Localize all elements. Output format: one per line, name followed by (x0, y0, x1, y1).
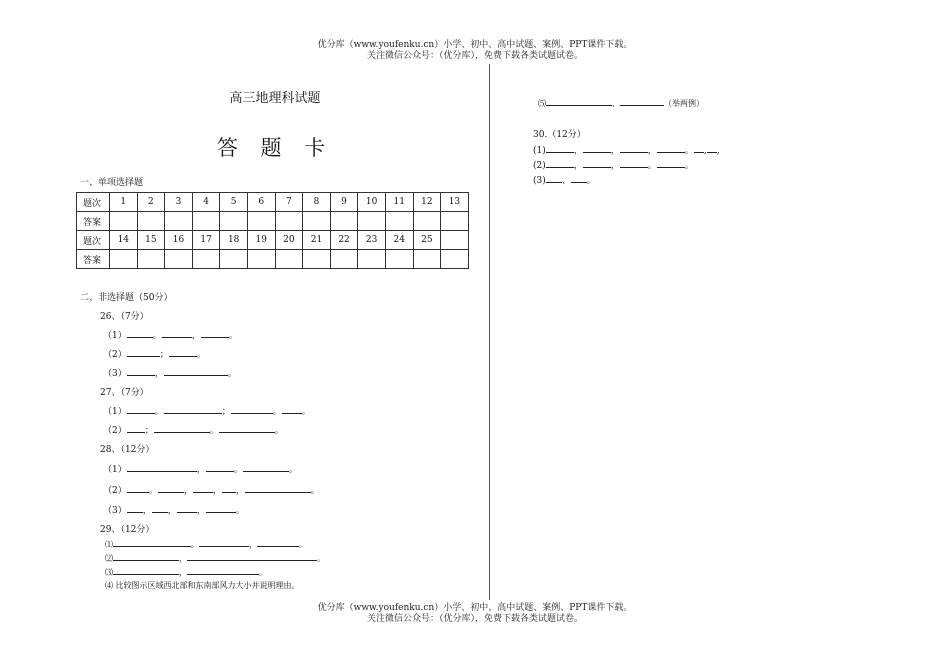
blank[interactable] (127, 348, 160, 357)
blank[interactable] (177, 504, 197, 513)
table-cell-number: 11 (385, 193, 413, 212)
q27-part1: （1） 。 ； 。 。 (103, 407, 311, 417)
footer-line-2: 关注微信公众号：（优分库），免费下载各类试题试卷。 (366, 614, 583, 624)
part-label: ⑴ (105, 540, 113, 549)
answer-cell[interactable] (441, 250, 469, 269)
table-cell-number: 12 (413, 193, 441, 212)
blank[interactable] (657, 144, 685, 153)
q5-note: （举两例） (664, 99, 704, 108)
answer-cell[interactable] (137, 250, 165, 269)
answer-cell[interactable] (275, 212, 303, 231)
q28-title: 28、（12分） (100, 445, 155, 455)
part-label: （3） (103, 506, 127, 516)
q26-part3: （3） ， 。 (103, 369, 237, 379)
blank[interactable] (193, 484, 213, 493)
part-label: (3) (533, 176, 546, 186)
answer-sheet-title: 答 题 卡 (216, 136, 334, 160)
answer-cell[interactable] (358, 212, 386, 231)
table-cell-label: 答案 (77, 250, 110, 269)
blank[interactable] (152, 504, 168, 513)
blank[interactable] (127, 504, 143, 513)
table-cell-number: 21 (303, 231, 331, 250)
blank[interactable] (127, 329, 153, 338)
table-cell-number: 15 (137, 231, 165, 250)
table-cell-number: 2 (137, 193, 165, 212)
blank[interactable] (219, 424, 275, 433)
q30-part3: (3) 、 。 (533, 176, 596, 186)
answer-cell[interactable] (110, 212, 138, 231)
blank[interactable] (583, 144, 611, 153)
answer-cell[interactable] (441, 212, 469, 231)
blank[interactable] (707, 144, 717, 153)
blank[interactable] (231, 405, 273, 414)
exam-title: 高三地理科试题 (229, 91, 321, 106)
table-cell-number: 1 (110, 193, 138, 212)
q26-part1: （1） 。 ， 。 (103, 331, 238, 341)
blank[interactable] (127, 405, 155, 414)
blank[interactable] (113, 538, 191, 547)
table-cell-number: 3 (165, 193, 193, 212)
part-label: （2） (103, 426, 127, 436)
blank[interactable] (583, 159, 611, 168)
q30-title: 30.（12分） (533, 130, 586, 140)
part-label: （1） (103, 331, 127, 341)
q27-title: 27、（7分） (100, 388, 149, 398)
q29-title: 29、（12分） (100, 525, 155, 535)
table-cell-number: 17 (192, 231, 220, 250)
answer-cell[interactable] (330, 212, 358, 231)
blank[interactable] (282, 405, 302, 414)
blank[interactable] (546, 97, 612, 106)
table-cell-number: 13 (441, 193, 469, 212)
table-cell-number: 18 (220, 231, 248, 250)
part-label: （1） (103, 407, 127, 417)
blank[interactable] (245, 484, 311, 493)
answer-cell[interactable] (247, 212, 275, 231)
q28-part2: （2） 。 ， ， ， 。 (103, 486, 320, 496)
blank[interactable] (164, 405, 222, 414)
answer-cell[interactable] (165, 212, 193, 231)
answer-cell[interactable] (192, 250, 220, 269)
blank[interactable] (127, 463, 197, 472)
table-cell-number (441, 231, 469, 250)
table-row-answers-2 (77, 250, 469, 269)
table-cell-number: 7 (275, 193, 303, 212)
blank[interactable] (657, 159, 685, 168)
blank[interactable] (206, 504, 236, 513)
answer-cell[interactable] (413, 212, 441, 231)
blank[interactable] (222, 484, 236, 493)
blank[interactable] (620, 97, 664, 106)
table-cell-number: 25 (413, 231, 441, 250)
answer-cell[interactable] (220, 212, 248, 231)
q29-part1: ⑴ 。 ， 。 (105, 540, 307, 549)
blank[interactable] (127, 367, 155, 376)
answer-cell[interactable] (330, 250, 358, 269)
blank[interactable] (187, 552, 317, 561)
table-cell-number: 14 (110, 231, 138, 250)
answer-cell[interactable] (385, 212, 413, 231)
blank[interactable] (113, 552, 179, 561)
q26-part2: （2） ； 。 (103, 350, 206, 360)
answer-cell[interactable] (192, 212, 220, 231)
q29-part3: ⑶ ， 。 (105, 568, 267, 577)
part-label: (2) (533, 161, 546, 171)
answer-cell[interactable] (413, 250, 441, 269)
blank[interactable] (243, 463, 289, 472)
q30-part1: (1) ， ， ， 。 , , (533, 146, 720, 156)
blank[interactable] (201, 329, 229, 338)
table-row-numbers-1 (77, 193, 469, 212)
table-row-answers-1 (77, 212, 469, 231)
table-cell-number: 5 (220, 193, 248, 212)
blank[interactable] (694, 144, 704, 153)
table-cell-number: 9 (330, 193, 358, 212)
section2-heading: 二、非选择题（50分） (80, 293, 173, 303)
blank[interactable] (158, 484, 184, 493)
blank[interactable] (113, 566, 179, 575)
blank[interactable] (169, 348, 197, 357)
table-cell-number: 10 (358, 193, 386, 212)
blank[interactable] (199, 538, 249, 547)
blank[interactable] (127, 424, 145, 433)
table-row-numbers-2 (77, 231, 469, 250)
blank[interactable] (127, 484, 149, 493)
answer-cell[interactable] (275, 250, 303, 269)
part-label: ⑵ (105, 554, 113, 563)
answer-cell[interactable] (303, 212, 331, 231)
q26-title: 26、（7分） (100, 312, 149, 322)
table-cell-number: 16 (165, 231, 193, 250)
q29-part4: ⑷ 比较图示区域西北部和东南部风力大小并说明理由。 (105, 581, 300, 590)
q28-part1: （1） ， 。 。 (103, 465, 298, 475)
part-label: ⑶ (105, 568, 113, 577)
part-label: （1） (103, 465, 127, 475)
table-cell-number: 22 (330, 231, 358, 250)
table-cell-number: 8 (303, 193, 331, 212)
answer-table (76, 192, 469, 269)
table-cell-number: 24 (385, 231, 413, 250)
answer-cell[interactable] (137, 212, 165, 231)
blank[interactable] (257, 538, 299, 547)
table-cell-number: 4 (192, 193, 220, 212)
answer-cell[interactable] (165, 250, 193, 269)
part-label: （2） (103, 350, 127, 360)
header-line-2: 关注微信公众号：（优分库），免费下载各类试题试卷。 (366, 51, 583, 61)
blank[interactable] (546, 174, 562, 183)
column-divider (489, 64, 490, 600)
answer-cell[interactable] (220, 250, 248, 269)
blank[interactable] (162, 329, 192, 338)
blank[interactable] (164, 367, 228, 376)
table-cell-number: 23 (358, 231, 386, 250)
blank[interactable] (187, 566, 259, 575)
blank[interactable] (546, 144, 574, 153)
header-line-1: 优分库（www.youfenku.cn）小学、初中、高中试题、案例、PPT课件下载。 (317, 40, 633, 50)
answer-cell[interactable] (247, 250, 275, 269)
blank[interactable] (546, 159, 574, 168)
blank[interactable] (206, 463, 234, 472)
table-cell-label: 答案 (77, 212, 110, 231)
blank[interactable] (620, 144, 648, 153)
table-cell-number: 19 (247, 231, 275, 250)
answer-cell[interactable] (385, 250, 413, 269)
part-label: (1) (533, 146, 546, 156)
q5-line: ⑸ 、 （举两例） (538, 99, 704, 108)
q28-part3: （3） ， ， ， 。 (103, 506, 245, 516)
answer-cell[interactable] (358, 250, 386, 269)
q30-part2: (2) ， ， 。 。 (533, 161, 694, 171)
table-cell-number: 20 (275, 231, 303, 250)
part-label: （2） (103, 486, 127, 496)
blank[interactable] (571, 174, 587, 183)
table-cell-label: 题次 (77, 231, 110, 250)
table-cell-number: 6 (247, 193, 275, 212)
q27-part2: （2） ； 。 。 (103, 426, 284, 436)
part-label: ⑸ (538, 99, 546, 108)
answer-cell[interactable] (110, 250, 138, 269)
section1-heading: 一、单项选择题 (80, 178, 144, 188)
table-cell-label: 题次 (77, 193, 110, 212)
blank[interactable] (620, 159, 648, 168)
blank[interactable] (154, 424, 210, 433)
footer-line-1: 优分库（www.youfenku.cn）小学、初中、高中试题、案例、PPT课件下载。 (317, 603, 633, 613)
q29-part2: ⑵ ， 。 (105, 554, 325, 563)
answer-cell[interactable] (303, 250, 331, 269)
part-label: （3） (103, 369, 127, 379)
